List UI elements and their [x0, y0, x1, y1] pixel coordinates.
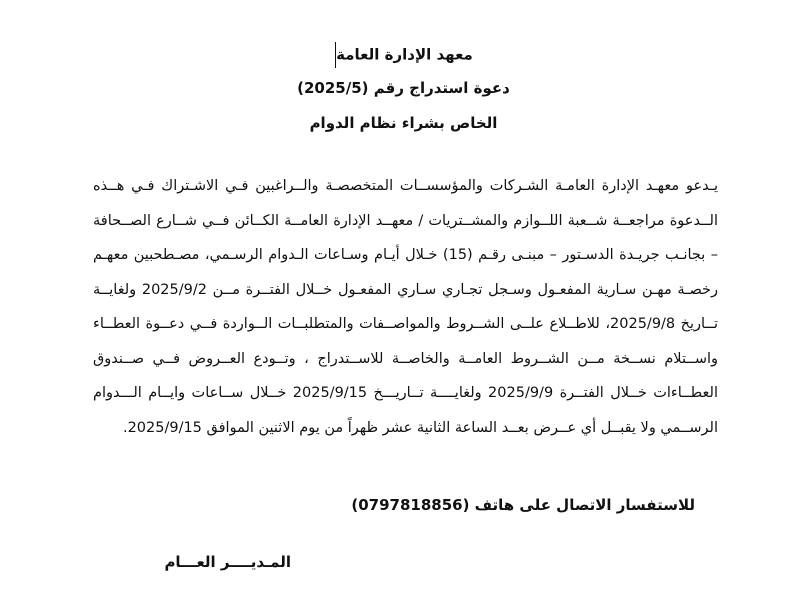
contact-line: للاستفسار الاتصال على هاتف (0797818856)	[351, 496, 695, 514]
invitation-subject: الخاص بشراء نظام الدوام	[309, 114, 498, 132]
announcement-paragraph: يـدعو معهـد الإدارة العامـة الشـركات والمؤسســات المتخصصـة والــراغبين فـي الاشـتراك فـي هــذه الــدعوة مراجعــة شــعبة اللــوازم والمشــتريات / معهــد الإدارة العامــة الكــائن فــي شــارع الصــحافة – بجانـب جريـدة الدسـتور – مبنـى رقـم (15) خـلال أيـام وسـاعات الـدوام الرسـمي، مصـطحبين معهـم رخصـة مهـن سـارية المفعـول وسـجل تجـاري سـاري المفعـول خــلال الفتــرة مــن 2025/9/2 ولغايــة تــاريخ 2025/9/8، للاطــلاع علــى الشــروط والمواصــفات والمتطلبــات الــواردة فــي دعــوة العطــاء واســتلام نســخة مــن الشــروط العامــة والخاصــة للاســتدراج ، وتــودع العــروض فــي صــندوق العطــاءات خــلال الفتــرة 2025/9/9 ولغايــــة تــاريـــخ 2025/9/15 خــلال ســاعات وايــام الـــدوام الرســمي ولا يقبــل أي عــرض بعــد الساعة الثانية عشر ظهراً من يوم الاثنين الموافق 2025/9/15.	[93, 178, 718, 436]
announcement-body	[93, 169, 718, 445]
invitation-title: دعوة استدراج رقم (2025/5)	[297, 79, 510, 97]
institute-heading	[0, 42, 807, 68]
institute-name: معهد الإدارة العامة	[336, 45, 473, 64]
signature-title: المـديــــر العـــام	[164, 553, 291, 571]
